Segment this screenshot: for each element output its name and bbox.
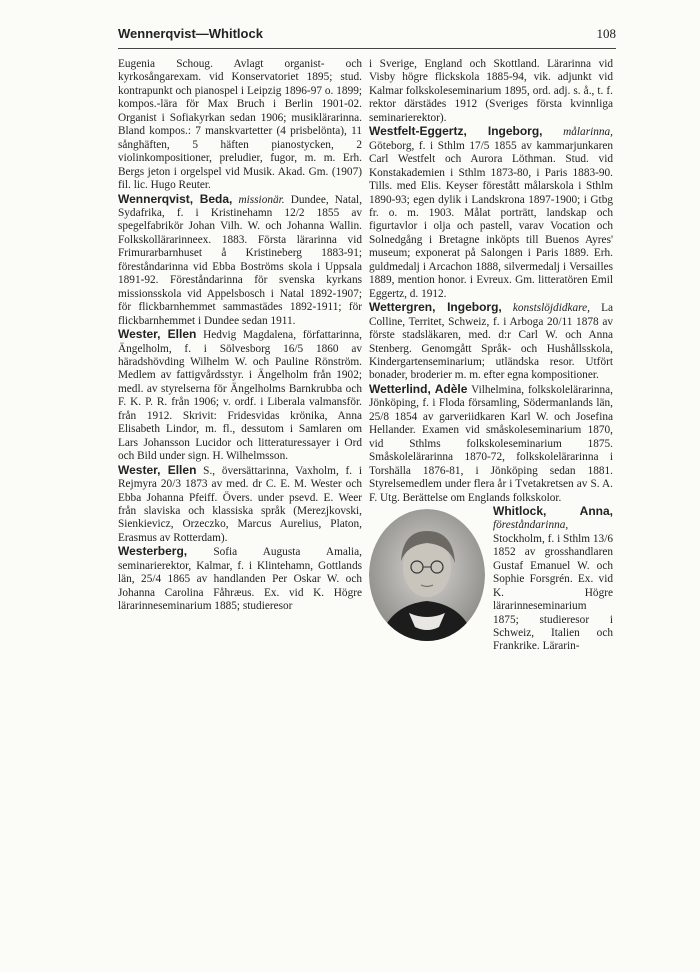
entry-text: Vilhelmina, folkskolelärarinna, Jönköping, f. i Floda församling, Södermanlands län, 25/8 1854 av garveriidkaren Karl W. och Josefina Hellander. Examen vid småskoleseminarium 1870, vid Sthlms folkskoleseminarium 1875. Småskolelärarinna 1870-72, folkskolelärarinna i Torshälla 1876-81, i Jönköping sedan 1881. Styrelsemedlem under flera år i Tvetakretsen av S. A. F. Utg. Berättelse om Englands folkskolor. — [369, 383, 613, 504]
entry-name: Wennerqvist, Beda, — [118, 191, 233, 206]
entry-text: S., översättarinna, Vaxholm, f. i Rejmyra 20/3 1873 av med. dr C. E. M. Wester och Ebba Johanna Pfeiff. Övers. under psevd. E. Weer från slaviska och klassiska språk (Merezjkovski, Sienkievicz, Orzeczko, Marcus Aurelius, Platon, Erasmus av Rotterdam). — [118, 464, 362, 544]
entry-name: Wester, Ellen — [118, 327, 197, 342]
page-header-title: Wennerqvist—Whitlock — [118, 26, 263, 41]
page-header — [118, 26, 616, 46]
entry-text: Hedvig Magdalena, författarinna, Ängelholm, f. i Sölvesborg 16/5 1860 av häradshövding Wilhelm W. och Pauline Rönström. Medlem av fattigvårdsstyr. i Ängelholm från 1902; medl. av styrelserna för Ängelholms Barnkrubba och F. K. P. R. från 1906; v. ordf. i Liberala valmansför. från 1912. Skrivit: Fridesvidas krönika, Anna Elisabeth Lindor, m. fl., dessutom i Samlaren om Lars Johansson Lucidor och litteraturessayer i Ord och Bild under sign. H. Wilhelmsson. — [118, 329, 362, 463]
right-column — [369, 58, 613, 654]
entry-westfelt-eggertz — [369, 125, 613, 301]
entry-occupation: missionär. — [238, 193, 285, 206]
entry-text: Eugenia Schoug. Avlagt organist- och kyrkosångarexam. vid Konservatoriet 1895; stud. kontrapunkt och pianospel i Leipzig 1896-97 o. 1899; kompos.-lära för Max Bruch i Berlin 1901-02. Organist i Sofiakyrkan sedan 1906; musiklärarinna. Bland kompos.: 7 manskvartetter (4 prisbelönta), 11 sånghäften, 5 häften pianostycken, 2 violinkompositioner, preludier, fugor, m. m. Erh. Bergs jeton i orgelspel vid Musik. Akad. Gm. (1907) fil. lic. Hugo Reuter. — [118, 58, 362, 192]
entry-wettergren — [369, 301, 613, 383]
portrait-photo — [369, 509, 485, 641]
entry-name: Wetterlind, Adèle — [369, 381, 468, 396]
entry-occupation: målarinna, — [563, 126, 613, 139]
header-rule — [118, 48, 616, 49]
page-number: 108 — [596, 26, 616, 41]
entry-wetterlind — [369, 383, 613, 505]
entry-name: Westerberg, — [118, 544, 188, 559]
entry-wennerqvist — [118, 193, 362, 329]
entry-text: La Colline, Territet, Schweiz, f. i Arboga 20/11 1878 av förste stadsläkaren, med. d:r Carl W. och Anna Stenberg. Genomgått Språk- och Hushållsskola, Kindergartenseminarium; utländska resor. Utfört bonader, broderier m. m. efter egna kompositioner. — [369, 302, 614, 382]
entry-text: i Sverige, England och Skottland. Lärarinna vid Visby högre flickskola 1885-94, vik. adjunkt vid Kalmar folkskoleseminarium 1895, ord. adj. s. å., t. f. rektor därstädes 1912 (Sveriges första kvinnliga seminarierektor). — [369, 58, 613, 124]
left-column — [118, 58, 362, 614]
entry-wester-ellen-s — [118, 464, 362, 546]
entry-text: Sofia Augusta Amalia, seminarierektor, Kalmar, f. i Klintehamn, Gottlands län, 25/4 1865 av handlanden Per Oskar W. och Johanna Carolina Fåhræus. Ex. vid K. Högre lärarinneseminarium 1885; studieresor — [118, 546, 363, 613]
entry-name: Westfelt-Eggertz, Ingeborg, — [369, 124, 543, 139]
entry-whitlock — [369, 505, 613, 654]
entry-wester-ellen-hedvig — [118, 328, 362, 464]
entry-name: Wettergren, Ingeborg, — [369, 300, 502, 315]
entry-westerberg — [118, 545, 362, 613]
entry-name: Wester, Ellen — [118, 462, 197, 477]
entry-continuation — [118, 58, 362, 193]
entry-text: Göteborg, f. i Sthlm 17/5 1855 av kammarjunkaren Carl Westfelt och Aurora Löthman. Stud. vid Konstakademien i Sthlm 1873-80, i Paris 1883-90. Tills. med Elis. Keyser förestått målarskola i Sthlm 1890-93; egen dylik i Landskrona 1897-1900; i Gtbg fr. o. m. 1903. Målat porträtt, landskap och figurtavlor i olja och pastell, varav Vocation och Solnedgång i Bretagne inköpts till Buenos Ayres' museum; exponerat på Salongen i Paris 1889. Erh. guldmedalj i Arcachon 1888, silvermedalj i Versailles 1889, mention honor. i Evreux. Gm. litteratören Emil Eggertz, d. 1912. — [369, 139, 613, 300]
entry-text: Stockholm, f. i Sthlm 13/6 1852 av grosshandlaren Gustaf Emanuel W. och Sophie Forsgrén. Ex. vid K. Högre lärarinneseminarium 1875; studieresor i Schweiz, Italien och Frankrike. Lärarin- — [493, 532, 613, 653]
entry-text: Dundee, Natal, Sydafrika, f. i Kristinehamn 12/2 1855 av spegelfabrikör Johan Vilh. W. och Johanna Wallin. Folkskollärarinneex. 1883. Första lärarinna vid Frimurarbarnhuset å Kristineberg 1883-91; föreståndarinna vid Ebba Boströms skola i Uppsala 1891-92. Föreståndarinna för svenska kyrkans missionsskola vid Appelsbosch i Natal 1892-1907; för flickbarnhemmet sammastädes 1892-1911; för flickbarnhemmet i Dundee sedan 1911. — [118, 193, 363, 327]
entry-occupation: konstslöjdidkare, — [512, 302, 590, 315]
portrait-illustration — [369, 509, 485, 641]
entry-name: Whitlock, Anna, — [493, 503, 613, 518]
entry-continuation — [369, 58, 613, 125]
entry-occupation: föreståndarinna, — [493, 519, 569, 532]
